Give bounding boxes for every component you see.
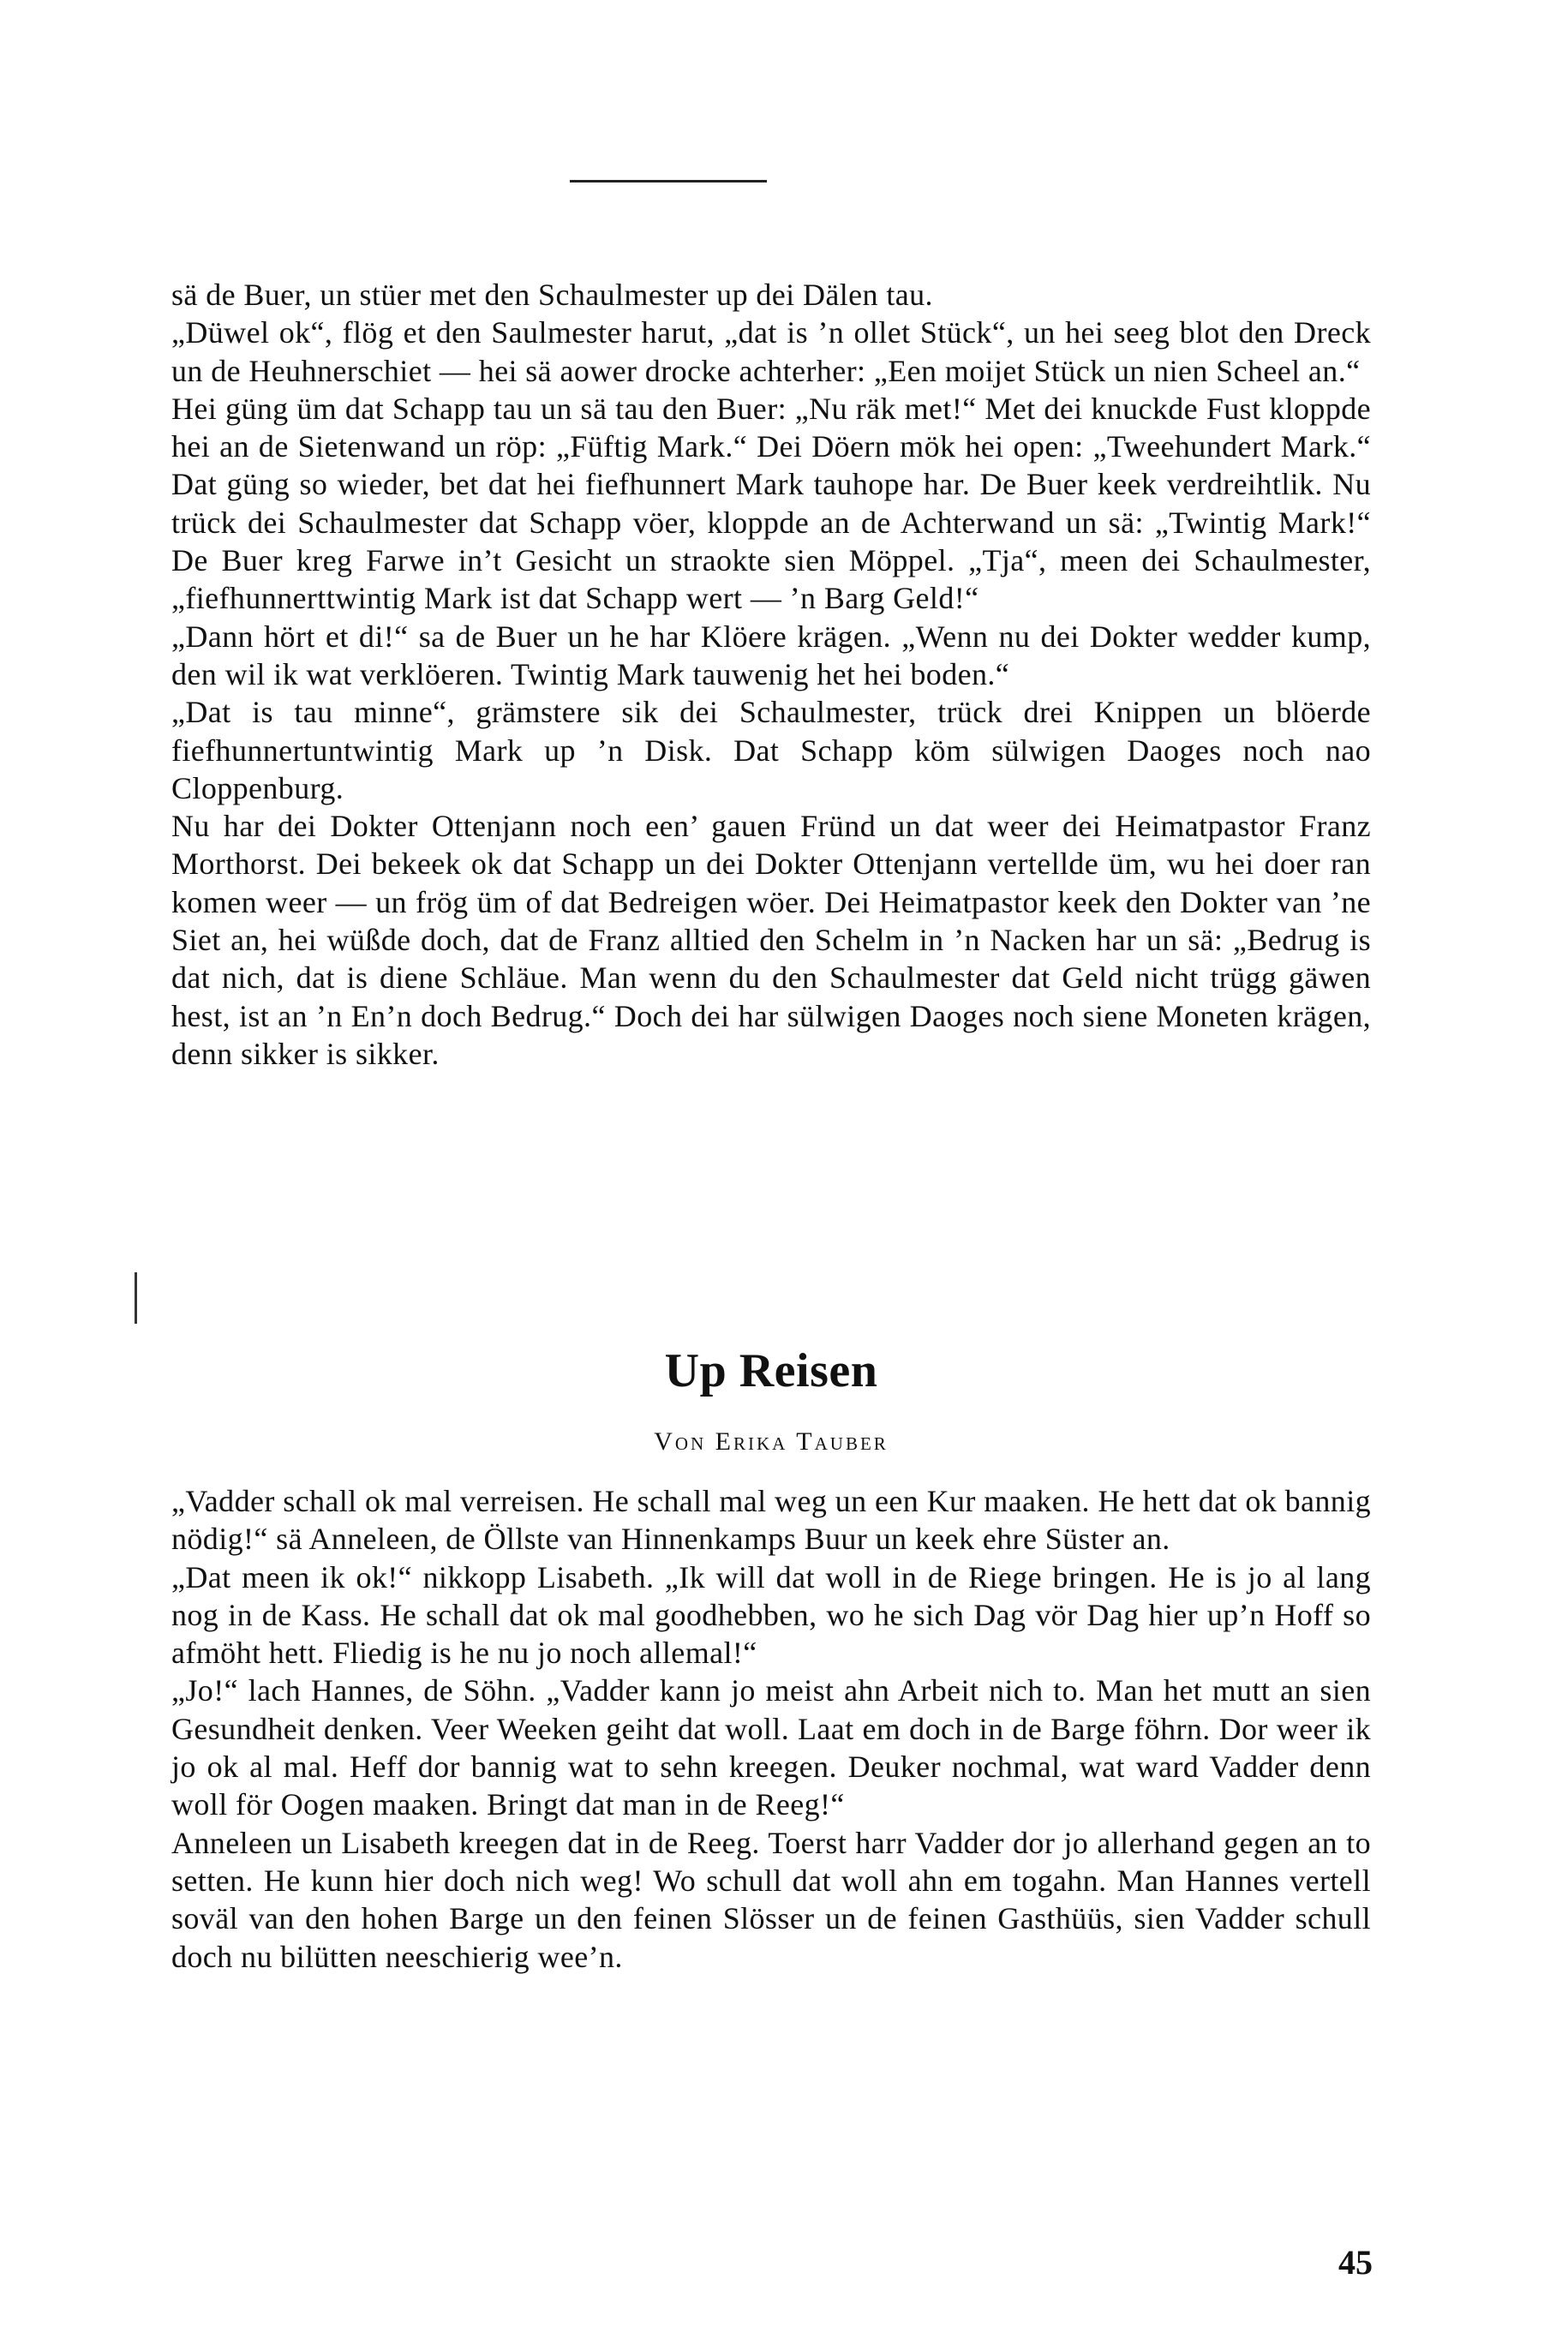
top-rule (570, 180, 767, 182)
paragraph: „Vadder schall ok mal verreisen. He schall mal weg un een Kur maaken. He hett dat ok bannig nödig!“ sä Anneleen, de Öllste van Hinnenkamps Buur un keek ehre Süster an. (171, 1484, 1371, 1557)
margin-mark (135, 1272, 137, 1324)
paragraph: „Düwel ok“, flög et den Saulmester harut, „dat is ’n ollet Stück“, un hei seeg blot den Dreck un de Heuhnerschiet — hei sä aower drocke achterher: „Een moijet Stück un nien Scheel an.“ (171, 315, 1371, 388)
paragraph: sä de Buer, un stüer met den Schaulmester up dei Dälen tau. (171, 278, 933, 312)
paragraph: Hei güng üm dat Schapp tau un sä tau den Buer: „Nu räk met!“ Met dei knuckde Fust kloppde hei an de Sietenwand un röp: „Füftig Mark.“ Dei Döern mök hei open: „Tweehundert Mark.“ Dat güng so wieder, bet dat hei fiefhunnert Mark tauhope har. De Buer keek verdreihtlik. Nu trück dei Schaulmester dat Schapp vöer, kloppde an de Achterwand un sä: „Twintig Mark!“ De Buer kreg Farwe in’t Gesicht un straokte sien Möppel. „Tja“, meen dei Schaulmester, „fiefhunnerttwintig Mark ist dat Schapp wert — ’n Barg Geld!“ (171, 391, 1371, 616)
paragraph: „Dat is tau minne“, grämstere sik dei Schaulmester, trück drei Knippen un blöerde fiefhunnertuntwintig Mark up ’n Disk. Dat Schapp köm sülwigen Daoges noch nao Cloppenburg. (171, 695, 1371, 805)
story-text (171, 1482, 1371, 1976)
paragraph: „Dann hört et di!“ sa de Buer un he har Klöere krägen. „Wenn nu dei Dokter wedder kump, den wil ik wat verklöeren. Twintig Mark tauwenig het hei boden.“ (171, 619, 1371, 691)
paragraph: Anneleen un Lisabeth kreegen dat in de Reeg. Toerst harr Vadder dor jo allerhand gegen an to setten. He kunn hier doch nich weg! Wo schull dat woll ahn em togahn. Man Hannes vertell soväl van den hohen Barge un den feinen Slösser un de feinen Gasthüüs, sien Vadder schull doch nu bilütten neeschierig wee’n. (171, 1825, 1371, 1974)
previous-story-text (171, 276, 1371, 1073)
author-byline: Von Erika Tauber (654, 1427, 889, 1456)
paragraph: Nu har dei Dokter Ottenjann noch een’ gauen Fründ un dat weer dei Heimatpastor Franz Morthorst. Dei bekeek ok dat Schapp un dei Dokter Ottenjann vertellde üm, wu hei doer ran komen weer — un frög üm of dat Bedreigen wöer. Dei Heimatpastor keek den Dokter van ’ne Siet an, hei wüßde doch, dat de Franz alltied den Schelm in ’n Nacken har un sä: „Bedrug is dat nich, dat is diene Schläue. Man wenn du den Schaulmester dat Geld nicht trügg gäwen hest, ist an ’n En’n doch Bedrug.“ Doch dei har sülwigen Daoges noch siene Moneten krägen, denn sikker is sikker. (171, 809, 1371, 1071)
paragraph: „Jo!“ lach Hannes, de Söhn. „Vadder kann jo meist ahn Arbeit nich to. Man het mutt an sien Gesundheit denken. Veer Weeken geiht dat woll. Laat em doch in de Barge föhrn. Dor weer ik jo ok al mal. Heff dor bannig wat to sehn kreegen. Deuker nochmal, wat ward Vadder denn woll för Oogen maaken. Bringt dat man in de Reeg!“ (171, 1673, 1371, 1822)
story-title: Up Reisen (664, 1344, 878, 1397)
paragraph: „Dat meen ik ok!“ nikkopp Lisabeth. „Ik will dat woll in de Riege bringen. He is jo al lang nog in de Kass. He schall dat ok mal goodhebben, wo he sich Dag vör Dag hier up’n Hoff so afmöht hett. Fliedig is he nu jo noch allemal!“ (171, 1559, 1371, 1671)
page-number: 45 (1338, 2243, 1373, 2282)
